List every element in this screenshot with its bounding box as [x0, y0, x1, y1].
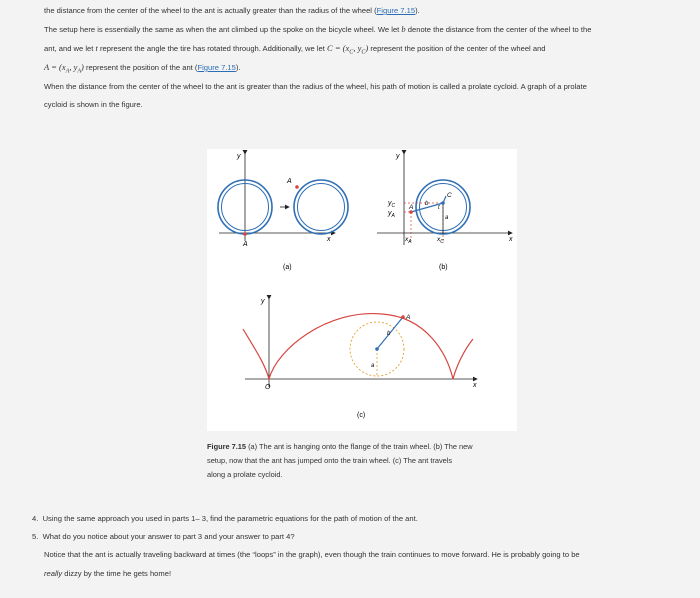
y-a-label: $y_A$	[388, 210, 395, 219]
svg-text:a: a	[445, 215, 449, 221]
svg-text:y: y	[261, 298, 265, 305]
wheel-right-inner	[298, 184, 345, 231]
y-c-label: $y_C$	[388, 200, 396, 209]
figure-link[interactable]: Figure 7.15	[197, 63, 236, 72]
x-c-label: $x_C$	[437, 236, 444, 245]
paragraph-prolate-line2: cycloid is shown in the figure.	[44, 100, 143, 109]
label-a-bottom: A	[243, 241, 248, 248]
svg-text:b: b	[387, 331, 391, 337]
panel-label: (a)	[283, 264, 292, 271]
svg-text:x: x	[509, 236, 513, 243]
svg-text:x: x	[473, 382, 477, 389]
x-axis-label: x	[327, 236, 331, 243]
notice-line1: Notice that the ant is actually traveling backward at times (the “loops” in the graph), even though the train continues to move forward. He is probably going to be	[44, 550, 580, 559]
x-a-label: $x_A$	[405, 236, 412, 245]
panel-c	[243, 298, 477, 419]
paragraph-setup-line1: The setup here is essentially the same as when the ant climbed up the spoke on the bicycle wheel. We let b denote the distance from the center of the wheel to the	[44, 24, 592, 34]
paragraph-prolate-line1: When the distance from the center of the wheel to the ant is greater than the radius of the wheel, his path of motion is called a prolate cycloid. A graph of a prolate	[44, 82, 587, 91]
svg-text:(c): (c)	[357, 412, 366, 419]
question-4: 4. Using the same approach you used in parts 1– 3, find the parametric equations for the path of motion of the ant.	[32, 514, 418, 523]
ant-point-bottom	[243, 232, 247, 236]
figure-link[interactable]: Figure 7.15	[376, 6, 416, 15]
svg-text:a: a	[371, 363, 375, 369]
svg-text:C: C	[447, 192, 452, 199]
notice-line2: really dizzy by the time he gets home!	[44, 569, 172, 578]
figure-diagram	[207, 149, 517, 431]
svg-text:A: A	[409, 204, 414, 211]
prolate-cycloid	[243, 314, 473, 379]
svg-text:b: b	[425, 201, 429, 207]
figure-caption: Figure 7.15 (a) The ant is hanging onto the flange of the train wheel. (b) The new setup, now that the ant has jumped onto the train wheel. (c) The ant travels along a prolate cycloid.	[207, 442, 473, 479]
label-a-top: A	[287, 178, 292, 185]
paragraph-setup-line2: ant, and we let t represent the angle the tire has rotated through. Additionally, we let $C = (x_C$, $y_C$) represent the position of the center of the wheel and	[44, 43, 546, 56]
question-5: 5. What do you notice about your answer to part 3 and your answer to part 4?	[32, 532, 295, 541]
wheel-right-outer	[294, 180, 348, 234]
ant-point-top	[295, 185, 299, 189]
svg-text:O: O	[265, 384, 271, 391]
svg-text:(b): (b)	[439, 264, 448, 271]
center-point	[441, 201, 445, 205]
paragraph-intro: the distance from the center of the wheel to the ant is actually greater than the radius of the wheel (Figure 7.15).	[44, 6, 420, 15]
svg-text:t: t	[438, 205, 440, 211]
svg-text:A: A	[406, 314, 411, 321]
panel-a	[218, 153, 348, 271]
panel-b	[377, 153, 513, 271]
figure-7-15	[207, 149, 517, 431]
center-point	[375, 347, 379, 351]
svg-text:y: y	[396, 153, 400, 160]
ant-point	[401, 315, 405, 319]
y-axis-label: y	[237, 153, 241, 160]
paragraph-setup-line3: $A = (x_A$, $y_A$) represent the position of the ant (Figure 7.15).	[44, 62, 241, 75]
